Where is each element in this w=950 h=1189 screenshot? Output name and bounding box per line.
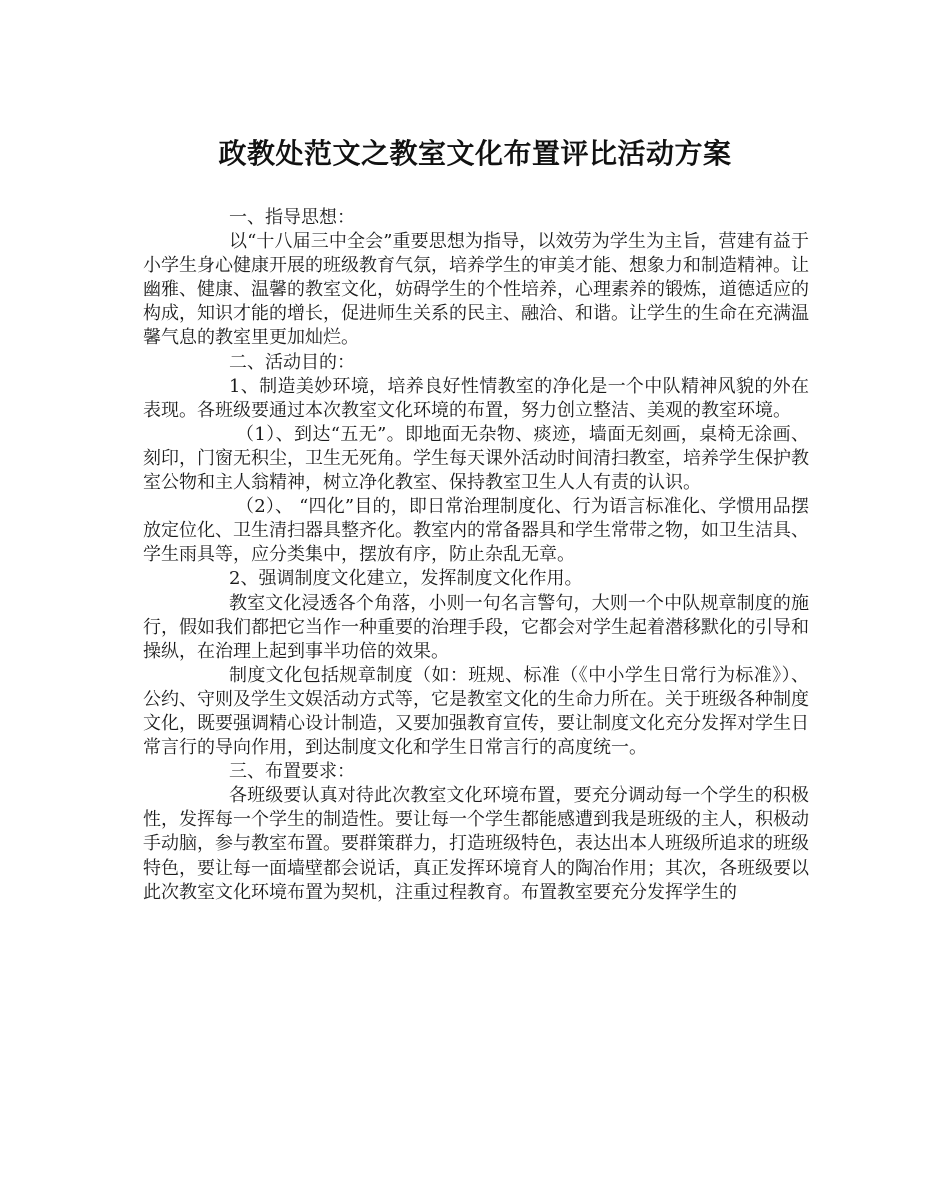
paragraph: 各班级要认真对待此次教室文化环境布置，要充分调动每一个学生的积极性，发挥每一个学生的制造性。要让每一个学生都能感遭到我是班级的主人，积极动手动脑，参与教室布置。要群策群力，打造班级特色，表达出本人班级所追求的班级特色，要让每一面墙壁都会说话，真正发挥环境育人的陶冶作用；其次，各班级要以此次教室文化环境布置为契机，注重过程教育。布置教室要充分发挥学生的 [143,785,809,903]
paragraph: 1、制造美妙环境，培养良好性情教室的净化是一个中队精神风貌的外在表现。各班级要通过本次教室文化环境的布置，努力创立整洁、美观的教室环境。 [143,375,809,421]
document-title: 政教处范文之教室文化布置评比活动方案 [218,137,732,170]
document-body [143,206,809,905]
section-heading-guiding-thought: 一、指导思想： [229,207,355,228]
paragraph: 以“十八届三中全会”重要思想为指导，以效劳为学生为主旨，营建有益于小学生身心健康开展的班级教育气氛，培养学生的审美才能、想象力和制造精神。让幽雅、健康、温馨的教室文化，妨碍学生的个性培养，心理素养的锻炼，道德适应的构成，知识才能的增长，促进师生关系的民主、融洽、和谐。让学生的生命在充满温馨气息的教室里更加灿烂。 [143,231,809,349]
paragraph: 制度文化包括规章制度（如：班规、标准（《中小学生日常行为标准》）、公约、守则及学生文娱活动方式等，它是教室文化的生命力所在。关于班级各种制度文化，既要强调精心设计制造，又要加强教育宣传，要让制度文化充分发挥对学生日常言行的导向作用，到达制度文化和学生日常言行的高度统一。 [143,664,809,759]
section-heading-activity-goal: 二、活动目的： [229,351,355,373]
paragraph: （1）、到达“五无”。即地面无杂物、痰迹，墙面无刻画，桌椅无涂画、刻印，门窗无积尘，卫生无死角。学生每天课外活动时间清扫教室，培养学生保护教室公物和主人翁精神，树立净化教室、保持教室卫生人人有责的认识。 [143,423,809,494]
paragraph: （2）、 “四化”目的，即日常治理制度化、行为语言标准化、学惯用品摆放定位化、卫生清扫器具整齐化。教室内的常备器具和学生常带之物，如卫生洁具、学生雨具等，应分类集中，摆放有序，防止杂乱无章。 [143,496,809,566]
paragraph: 教室文化浸透各个角落，小则一句名言警句，大则一个中队规章制度的施行，假如我们都把它当作一种重要的治理手段，它都会对学生起着潜移默化的引导和操纵，在治理上起到事半功倍的效果。 [143,592,809,662]
paragraph: 2、强调制度文化建立，发挥制度文化作用。 [229,568,583,590]
section-heading-layout-requirements: 三、布置要求： [229,761,355,783]
